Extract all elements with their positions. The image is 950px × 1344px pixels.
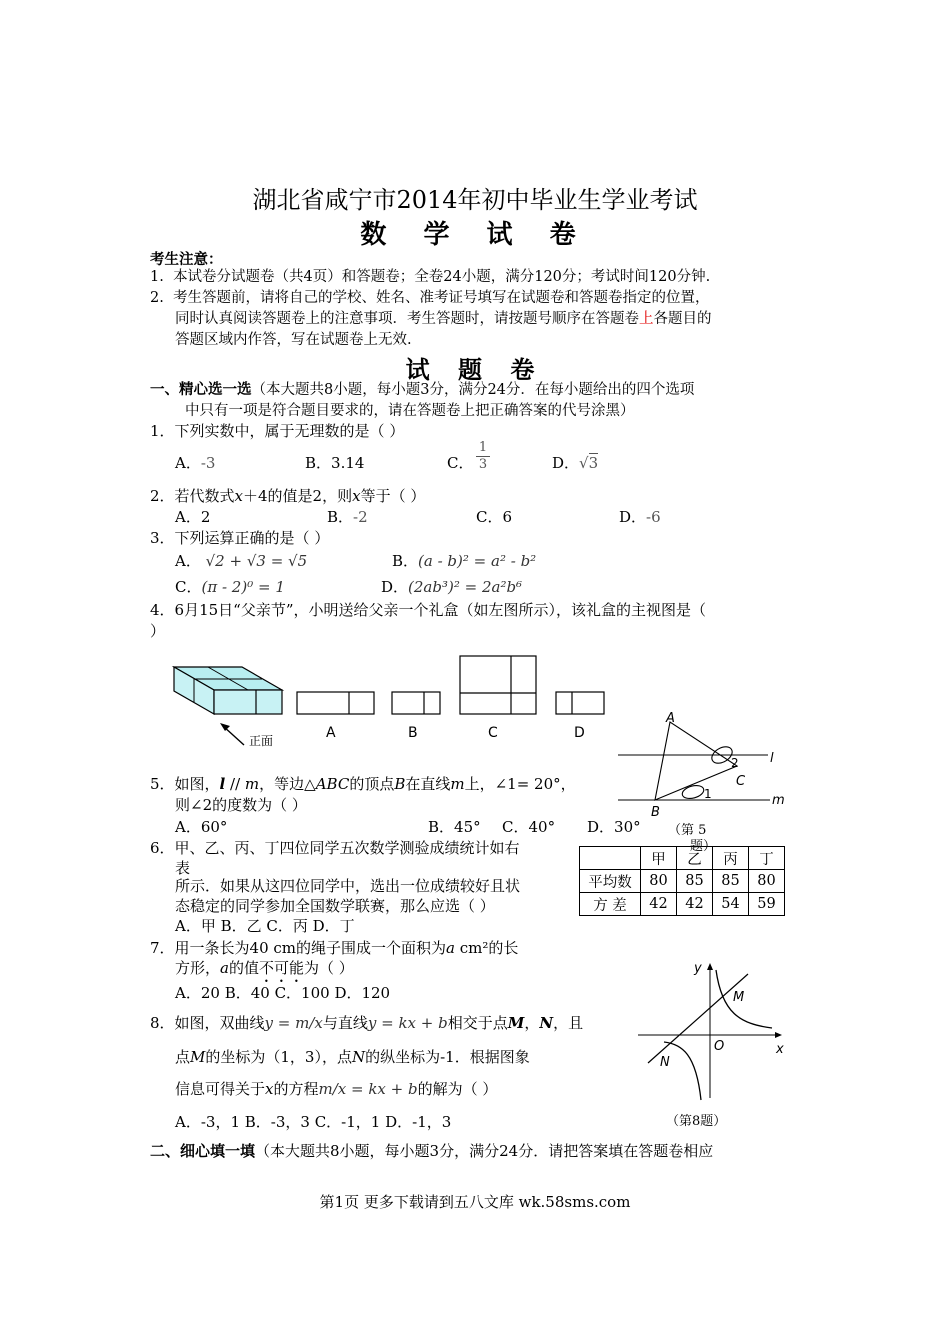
table-cell: 丙 [713,847,749,870]
q6-line2: 表 [175,859,191,877]
q3-d-expr: (2ab³)² = 2a²b⁶ [408,578,523,596]
table-cell: 54 [713,893,749,916]
label-a: A [666,711,675,726]
table-cell: 80 [641,870,677,893]
section-title: 试 题 卷 [405,355,545,384]
hyperbola-branch-2 [664,1042,701,1100]
table-cell: 方 差 [580,893,641,916]
page-footer: 第1页 更多下载请到五八文库 wk.58sms.com [319,1193,631,1211]
q1-option-a: A．-3 [175,454,216,472]
label-y: y [694,961,702,976]
q4-stem: 4．6月15日“父亲节”，小明送给父亲一个礼盒（如左图所示），该礼盒的主视图是（ [150,601,707,619]
table-cell: 85 [677,870,713,893]
q7-line1: 7．用一条长为40 cm的绳子围成一个面积为a cm²的长 [150,939,519,957]
q3-stem: 3．下列运算正确的是（ ） [150,529,330,547]
notice-item-2-line3: 答题区域内作答，写在试题卷上无效. [175,332,412,348]
table-cell: 59 [749,893,785,916]
table-cell [580,847,641,870]
q1-stem: 1．下列实数中，属于无理数的是（ ） [150,422,405,440]
q3-c-expr: (π - 2)⁰ = 1 [201,578,285,596]
notice-heading: 考生注意： [150,252,223,268]
q2-option-a: A．2 [175,508,211,526]
exam-title: 湖北省咸宁市2014年初中毕业生学业考试 [252,186,698,214]
q8-eq1: y = m/x [264,1014,323,1032]
q6-line3: 所示．如果从这四位同学中，选出一位成绩较好且状 [175,877,521,895]
q3-option-c: C．(π - 2)⁰ = 1 [175,578,285,596]
box-front [214,690,282,714]
q8-line1: 8．如图，双曲线y = m/x与直线y = kx + b相交于点M，N，且 [150,1014,584,1032]
notice-red-word: 上 [639,311,654,327]
table-cell: 甲 [641,847,677,870]
q3-b-expr: (a - b)² = a² - b² [418,552,537,570]
q7-options: A．20 B．40 C．100 D．120 [175,984,391,1002]
q3-option-d: D．(2ab³)² = 2a²b⁶ [381,578,523,596]
option-b-label: B [408,725,418,741]
emphasis-text: 不可能 [258,959,304,977]
q6-options: A．甲 B．乙 C．丙 D．丁 [175,917,355,935]
q1-a-value: -3 [200,454,216,472]
table-header-row [580,847,785,870]
table-row [580,893,785,916]
option-a-shape [297,692,374,714]
q8-eq3: m/x = kx + b [318,1080,418,1098]
fraction-numerator: 1 [478,440,488,455]
q5-option-d: D．30° [587,818,641,836]
q8-options: A．-3，1 B．-3，3 C．-1，1 D．-1，3 [175,1113,452,1131]
q2-option-d: D．-6 [619,508,661,526]
label-1: 1 [704,787,712,801]
option-d-shape [556,692,604,714]
q8-eq2: y = kx + b [367,1014,448,1032]
q2-option-b: B．-2 [327,508,368,526]
table-row [580,870,785,893]
table-cell: 85 [713,870,749,893]
notice-text: 同时认真阅读答题卷上的注意事项．考生答题时，请按题号顺序在答题卷 [175,311,639,327]
label-2: 2 [731,756,739,770]
notice-item-1 [150,267,710,287]
label-o: O [714,1039,725,1054]
section2-heading: 二、细心填一填 [150,1142,256,1160]
option-c-label: C [488,725,498,741]
table-cell: 乙 [677,847,713,870]
angle-1-mark [681,783,705,800]
table-cell: 80 [749,870,785,893]
notice-num: 2. [150,290,164,306]
notice-num: 1. [150,269,164,285]
q8-line3: 信息可得关于x的方程m/x = kx + b的解为（ ） [175,1080,498,1098]
label-m: M [733,990,745,1005]
q4-stem-end: ） [150,622,166,640]
notice-text: 本试卷分试题卷（共4页）和答题卷；全卷24小题，满分120分；考试时间120分钟. [173,269,711,285]
fraction-denominator: 3 [476,456,490,473]
table-cell: 42 [677,893,713,916]
table-cell: 丁 [749,847,785,870]
section1-desc: （本大题共8小题，每小题3分，满分24分．在每小题给出的四个选项 [251,382,695,398]
option-a-label: A [326,725,336,741]
q5-caption-2: 题） [690,839,717,854]
q8-line2: 点M的坐标为（1，3），点N的纵坐标为-1．根据图象 [175,1048,530,1066]
q1-fraction [476,440,490,473]
q8-caption: （第8题） [666,1114,727,1129]
notice-text: 考生答题前，请将自己的学校、姓名、准考证号填写在试题卷和答题卷指定的位置， [173,290,710,306]
q3-option-a: A． √2 + √3 = √5 [175,552,308,570]
option-d-label: D [574,725,585,741]
label-b: B [651,805,660,820]
q4-figure [160,650,620,750]
label-x: x [776,1042,784,1057]
q5-figure [610,708,800,830]
option-b-shape [392,692,440,714]
q1-option-b: B．3.14 [305,454,365,472]
section1-desc-2: 中只有一项是符合题目要求的，请在答题卷上把正确答案的代号涂黑） [185,403,635,419]
notice-item-2 [150,288,710,308]
q1-d-radicand: 3 [588,454,599,472]
q8-figure [630,958,790,1108]
notice-text: 各题目的 [653,311,712,327]
section1-heading: 一、精心选一选 [150,382,252,398]
section2-header [150,1141,713,1162]
q1-option-c: C． [447,454,474,472]
label-l: l [770,751,774,766]
label-c: C [736,774,746,789]
option-c-shape [460,656,536,714]
section1-header [150,380,694,400]
q3-a-expr: √2 + √3 = √5 [205,552,308,570]
table-cell: 平均数 [580,870,641,893]
q5-stem: 5．如图，l // m，等边△ABC的顶点B在直线m上，∠1= 20°， [150,775,576,793]
section2-desc: （本大题共8小题，每小题3分，满分24分．请把答案填在答题卷相应 [255,1142,714,1160]
notice-item-2-line2 [175,309,712,329]
q6-line4: 态稳定的同学参加全国数学联赛，那么应选（ ） [175,897,495,915]
q6-line1: 6．甲、乙、丙、丁四位同学五次数学测验成绩统计如右 [150,839,520,857]
q6-stats-table [579,846,785,916]
q5-caption: （第 5 [668,823,707,838]
q7-line2: 方形，a的值不可能为（ ） [175,959,354,977]
label-m: m [772,793,785,808]
q5-stem-2: 则∠2的度数为（ ） [175,796,307,814]
q2-stem: 2．若代数式x＋4的值是2，则x等于（ ） [150,487,426,505]
front-label: 正面 [249,734,274,748]
q2-option-c: C．6 [476,508,513,526]
line-kx-b [648,974,748,1063]
q5-option-c: C．40° [502,818,556,836]
q5-option-a: A．60° [175,818,228,836]
table-cell: 42 [641,893,677,916]
q3-option-b: B．(a - b)² = a² - b² [392,552,537,570]
exam-subtitle: 数 学 试 卷 [360,220,590,250]
q5-option-b: B．45° [428,818,481,836]
label-n: N [660,1055,670,1070]
q1-option-d: D．√3 [552,454,599,472]
